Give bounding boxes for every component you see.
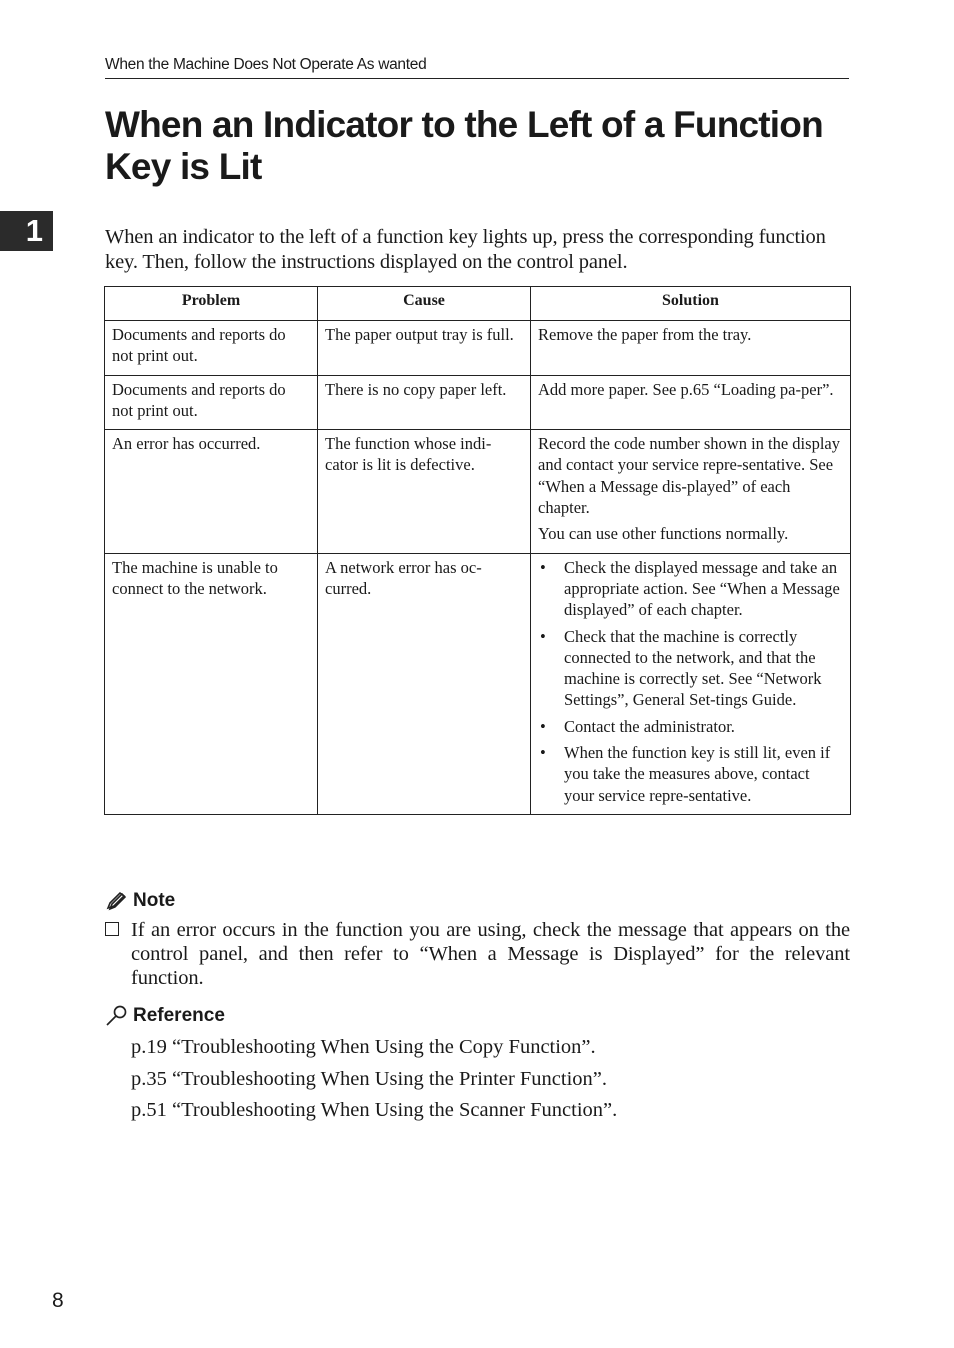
note-text: If an error occurs in the function you are using, check the message that appears on the control panel, and then refer to “When a Message is Displayed” for the relevant function.: [131, 919, 850, 990]
running-header: When the Machine Does Not Operate As wanted: [105, 56, 849, 79]
reference-item: p.19 “Troubleshooting When Using the Copy Function”.: [131, 1036, 596, 1058]
cause-cell: A network error has oc-curred.: [318, 553, 531, 814]
reference-list: [131, 1034, 851, 1129]
column-header-problem: Problem: [105, 287, 318, 321]
problem-cell: Documents and reports do not print out.: [105, 321, 318, 376]
solution-text: Remove the paper from the tray.: [538, 325, 752, 344]
solution-cell: [531, 321, 851, 376]
list-item: [538, 557, 843, 621]
bullet-glyph: •: [540, 626, 546, 646]
solution-cell: [531, 430, 851, 553]
reference-item: p.35 “Troubleshooting When Using the Printer Function”.: [131, 1067, 608, 1090]
solution-bullet-list: [538, 557, 843, 806]
problem-cell: Documents and reports do not print out.: [105, 375, 318, 430]
table-row: [105, 430, 851, 553]
intro-paragraph: When an indicator to the left of a function key lights up, press the corresponding function key. Then, follow the instructions displayed on the control panel.: [105, 226, 826, 273]
problem-cell: The machine is unable to connect to the network.: [105, 553, 318, 814]
table-row: [105, 375, 851, 430]
solution-text: Add more paper. See p.65 “Loading pa-per”.: [538, 379, 834, 399]
cause-cell: The function whose indi-cator is lit is defective.: [318, 430, 531, 553]
bullet-glyph: •: [540, 716, 546, 736]
list-item-text: Check the displayed message and take an appropriate action. See “When a Message displayed” of each chapter.: [564, 557, 840, 620]
solution-cell: [531, 375, 851, 430]
note-item: [105, 918, 850, 991]
solution-text: Record the code number shown in the display and contact your service repre-sentative. See “When a Message dis-played” of each chapter.: [538, 434, 840, 518]
bullet-glyph: •: [540, 743, 546, 763]
checkbox-icon: [105, 922, 119, 936]
list-item: [538, 626, 843, 711]
page-number: 8: [52, 1289, 64, 1312]
pencil-icon: [105, 891, 129, 911]
bullet-glyph: •: [540, 557, 546, 577]
solution-text: You can use other functions normally.: [538, 524, 789, 544]
column-header-solution: Solution: [531, 287, 851, 321]
page-title: When an Indicator to the Left of a Function Key is Lit: [105, 104, 823, 187]
reference-heading-label: Reference: [133, 1005, 225, 1026]
reference-heading: [105, 1005, 225, 1027]
problem-cell: An error has occurred.: [105, 430, 318, 553]
list-item: [538, 716, 843, 737]
list-item: [538, 742, 843, 806]
column-header-cause: Cause: [318, 287, 531, 321]
table-row: [105, 321, 851, 376]
table-row: [105, 553, 851, 814]
reference-item: p.51 “Troubleshooting When Using the Scanner Function”.: [131, 1099, 618, 1121]
table-header-row: [105, 287, 851, 321]
chapter-tab: 1: [0, 211, 53, 251]
troubleshooting-table: [104, 286, 851, 815]
list-item-text: Contact the administrator.: [564, 716, 735, 736]
cause-cell: There is no copy paper left.: [318, 375, 531, 430]
list-item-text: When the function key is still lit, even if you take the measures above, contact your service repre-sentative.: [564, 743, 831, 805]
magnifier-icon: [105, 1005, 129, 1027]
cause-cell: The paper output tray is full.: [318, 321, 531, 376]
note-heading-label: Note: [133, 890, 176, 911]
list-item-text: Check that the machine is correctly connected to the network, and that the machine is correctly set. See “Network Settings”, General Set-tings Guide.: [564, 626, 822, 710]
solution-cell: [531, 553, 851, 814]
note-heading: [105, 890, 175, 912]
